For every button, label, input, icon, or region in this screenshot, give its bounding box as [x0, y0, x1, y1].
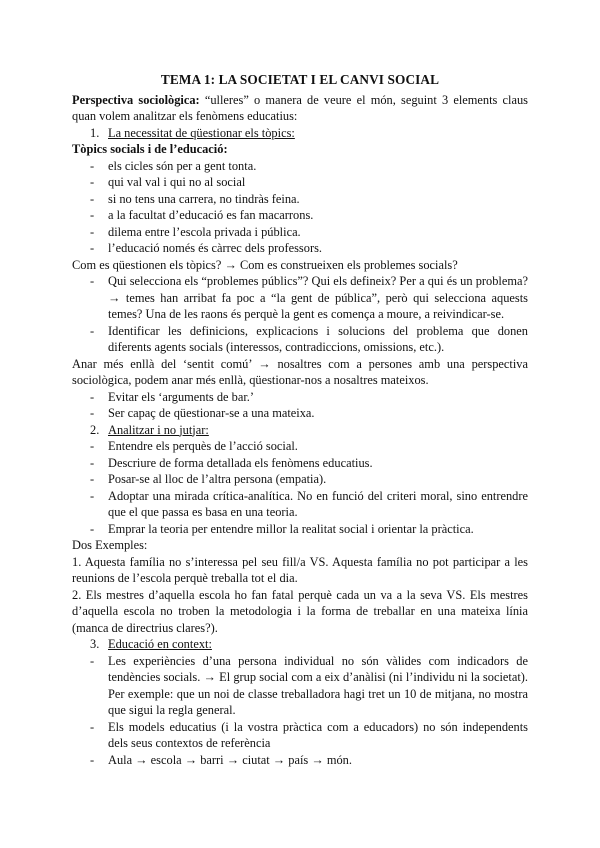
- list-item: [72, 158, 528, 175]
- list-item-text: Les experiències d’una persona individual no són vàlides com indicadors de tendències socials. → El grup social com a eix d’anàlisi (ni l’individu ni la societat). Per exemple: que un noi de classe treballadora hagi tret un 10 de mitjana, no mostra que sigui la regla general.: [108, 653, 528, 717]
- list-item-text: l’educació només és càrrec dels professors.: [108, 241, 322, 255]
- list-item: [72, 323, 528, 356]
- list-item-text: els cicles són per a gent tonta.: [108, 158, 257, 173]
- example-1: 1. Aquesta família no s’interessa pel seu fill/a VS. Aquesta família no pot participar a les reunions de l’escola perquè treballa tot el dia.: [72, 554, 528, 585]
- intro-paragraph: [72, 92, 528, 125]
- dash-bullet: -: [90, 191, 95, 206]
- dash-bullet: -: [90, 719, 95, 734]
- list-item: [72, 719, 528, 752]
- section-3-heading: [72, 636, 528, 653]
- dash-bullet: -: [90, 439, 95, 453]
- beyond-list: [72, 389, 528, 422]
- dash-bullet: -: [90, 472, 95, 486]
- section-2-list: [72, 438, 528, 537]
- list-item: [72, 438, 528, 455]
- examples-heading: Dos Exemples:: [72, 538, 148, 552]
- list-item: [72, 752, 528, 769]
- list-item: [72, 224, 528, 241]
- list-item-text: Qui selecciona els “problemes públics”? Qui els defineix? Per a qui és un problema? → temes han arribat fa poc a “la gent de pública”, però qui selecciona aquests temes? Una de les raons és perquè la gent es comença a moure, a reivindicar-se.: [108, 274, 528, 321]
- dash-bullet: -: [90, 224, 95, 239]
- dash-bullet: -: [90, 406, 95, 420]
- page-title: TEMA 1: LA SOCIETAT I EL CANVI SOCIAL: [160, 72, 440, 87]
- list-item-text: qui val val i qui no al social: [108, 175, 246, 189]
- list-item: [72, 273, 528, 323]
- list-item-text: Identificar les definicions, explicacions i solucions del problema que donen diferents agents socials (interessos, contradiccions, omissions, etc.).: [108, 323, 528, 354]
- list-item: [72, 207, 528, 224]
- dash-bullet: -: [90, 274, 95, 288]
- questions-list: [72, 273, 528, 356]
- list-item-text: Descriure de forma detallada els fenòmens educatius.: [108, 455, 373, 470]
- section-2-heading: [72, 422, 528, 439]
- list-item-text: a la facultat d’educació es fan macarrons.: [108, 208, 314, 222]
- section-1-number: 1.: [90, 125, 100, 140]
- list-item-text: si no tens una carrera, no tindràs feina.: [108, 191, 300, 206]
- list-item: [72, 521, 528, 538]
- beyond-paragraph: Anar més enllà del ‘sentit comú’ → nosaltres com a persones amb una perspectiva sociològica, podem anar més enllà, qüestionar-nos a nosaltres mateixos.: [72, 356, 528, 387]
- topics-colon: :: [223, 142, 228, 156]
- dash-bullet: -: [90, 521, 95, 536]
- list-item-text: Posar-se al lloc de l’altra persona (empatia).: [108, 472, 327, 486]
- list-item: [72, 455, 528, 472]
- section-1-heading: [72, 125, 528, 142]
- list-item-text: Ser capaç de qüestionar-se a una mateixa.: [108, 406, 315, 420]
- list-item: [72, 405, 528, 422]
- section-3-number: 3.: [90, 637, 100, 651]
- dash-bullet: -: [90, 653, 95, 668]
- section-3-title: Educació en context:: [108, 637, 212, 651]
- dash-bullet: -: [90, 208, 95, 222]
- intro-label: Perspectiva sociològica: [72, 92, 196, 107]
- list-item-text: Emprar la teoria per entendre millor la realitat social i orientar la pràctica.: [108, 521, 474, 536]
- list-item: [72, 488, 528, 521]
- dash-bullet: -: [90, 323, 95, 338]
- dash-bullet: -: [90, 752, 95, 767]
- topics-list: [72, 158, 528, 257]
- dash-bullet: -: [90, 175, 95, 189]
- list-item: [72, 191, 528, 208]
- dash-bullet: -: [90, 455, 95, 470]
- list-item-text: Adoptar una mirada crítica-analítica. No en funció del criteri moral, sino entrendre que el que passa es basa en una teoria.: [108, 488, 528, 519]
- question-line: Com es qüestionen els tòpics? → Com es construeixen els problemes socials?: [72, 257, 458, 272]
- dash-bullet: -: [90, 488, 95, 503]
- dash-bullet: -: [90, 158, 95, 173]
- example-2: 2. Els mestres d’aquella escola ho fan fatal perquè cada un va a la seva VS. Els mestres d’aquella escola no troben la metodologia i la forma de treballar en una mateixa línia (manca de directrius clares?).: [72, 587, 528, 635]
- list-item-text: Aula → escola → barri → ciutat → país → món.: [108, 752, 352, 767]
- list-item: [72, 174, 528, 191]
- list-item: [72, 653, 528, 719]
- section-2-title: Analitzar i no jutjar:: [108, 422, 209, 437]
- list-item-text: Entendre els perquès de l’acció social.: [108, 439, 298, 453]
- list-item: [72, 389, 528, 406]
- list-item: [72, 471, 528, 488]
- topics-heading: Tòpics socials i de l’educació: [72, 142, 224, 156]
- dash-bullet: -: [90, 389, 95, 404]
- topics-heading-line: [72, 141, 528, 158]
- list-item-text: Els models educatius (i la vostra pràctica com a educadors) no són independents dels seus contextos de referència: [108, 719, 528, 750]
- intro-text: “ulleres” o manera de veure el món, seguint 3 elements claus quan volem analitzar els fenòmens educatius:: [72, 92, 528, 123]
- section-1-title: La necessitat de qüestionar els tòpics:: [108, 125, 295, 140]
- intro-colon: :: [195, 92, 200, 107]
- list-item-text: Evitar els ‘arguments de bar.’: [108, 389, 255, 404]
- section-3-list: [72, 653, 528, 769]
- dash-bullet: -: [90, 241, 95, 255]
- section-2-number: 2.: [90, 422, 100, 437]
- list-item-text: dilema entre l’escola privada i pública.: [108, 224, 301, 239]
- list-item: [72, 240, 528, 257]
